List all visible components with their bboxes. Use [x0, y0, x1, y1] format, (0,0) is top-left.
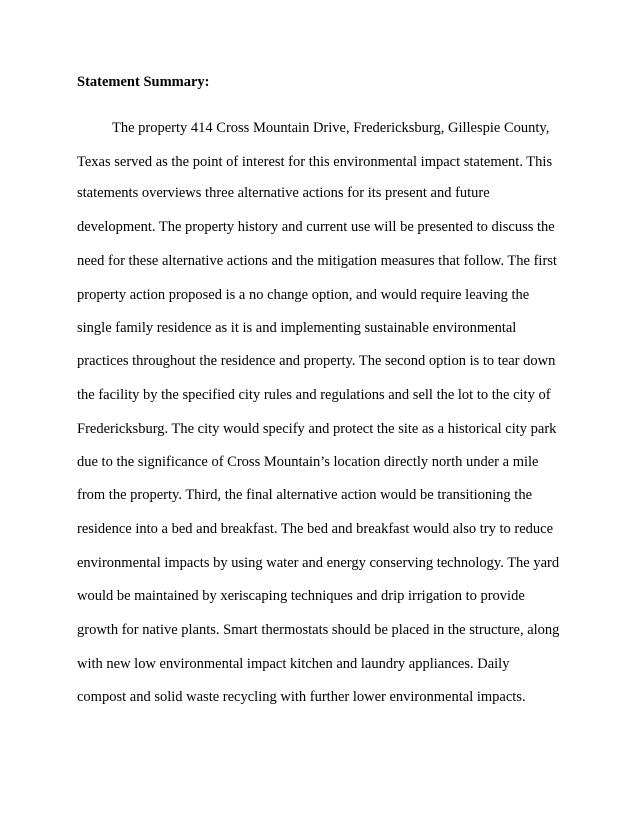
paragraph-line: statements overviews three alternative actions for its present and future: [77, 185, 490, 201]
paragraph-line: property action proposed is a no change option, and would require leaving the: [77, 287, 530, 303]
paragraph-line: residence into a bed and breakfast. The bed and breakfast would also try to reduce: [77, 521, 554, 537]
paragraph-line: would be maintained by xeriscaping techniques and drip irrigation to provide: [77, 588, 525, 604]
paragraph-line: environmental impacts by using water and energy conserving technology. The yard: [77, 555, 560, 571]
paragraph-line: due to the significance of Cross Mountain’s location directly north under a mile: [77, 454, 539, 470]
paragraph-line: compost and solid waste recycling with further lower environmental impacts.: [77, 689, 526, 705]
paragraph-line: practices throughout the residence and property. The second option is to tear down: [77, 353, 556, 369]
paragraph-line: growth for native plants. Smart thermostats should be placed in the structure, along: [77, 622, 560, 638]
paragraph-line: need for these alternative actions and the mitigation measures that follow. The first: [77, 253, 557, 269]
paragraph-line: Texas served as the point of interest for this environmental impact statement. This: [77, 154, 553, 170]
paragraph-line: The property 414 Cross Mountain Drive, Fredericksburg, Gillespie County,: [112, 120, 550, 136]
paragraph-line: single family residence as it is and implementing sustainable environmental: [77, 320, 517, 336]
paragraph-line: with new low environmental impact kitchen and laundry appliances. Daily: [77, 656, 510, 672]
paragraph-line: the facility by the specified city rules and regulations and sell the lot to the city of: [77, 387, 551, 403]
paragraph-line: Fredericksburg. The city would specify and protect the site as a historical city park: [77, 421, 557, 437]
paragraph-line: from the property. Third, the final alternative action would be transitioning the: [77, 487, 533, 503]
paragraph-line: development. The property history and current use will be presented to discuss the: [77, 219, 555, 235]
section-heading: Statement Summary:: [77, 74, 210, 90]
